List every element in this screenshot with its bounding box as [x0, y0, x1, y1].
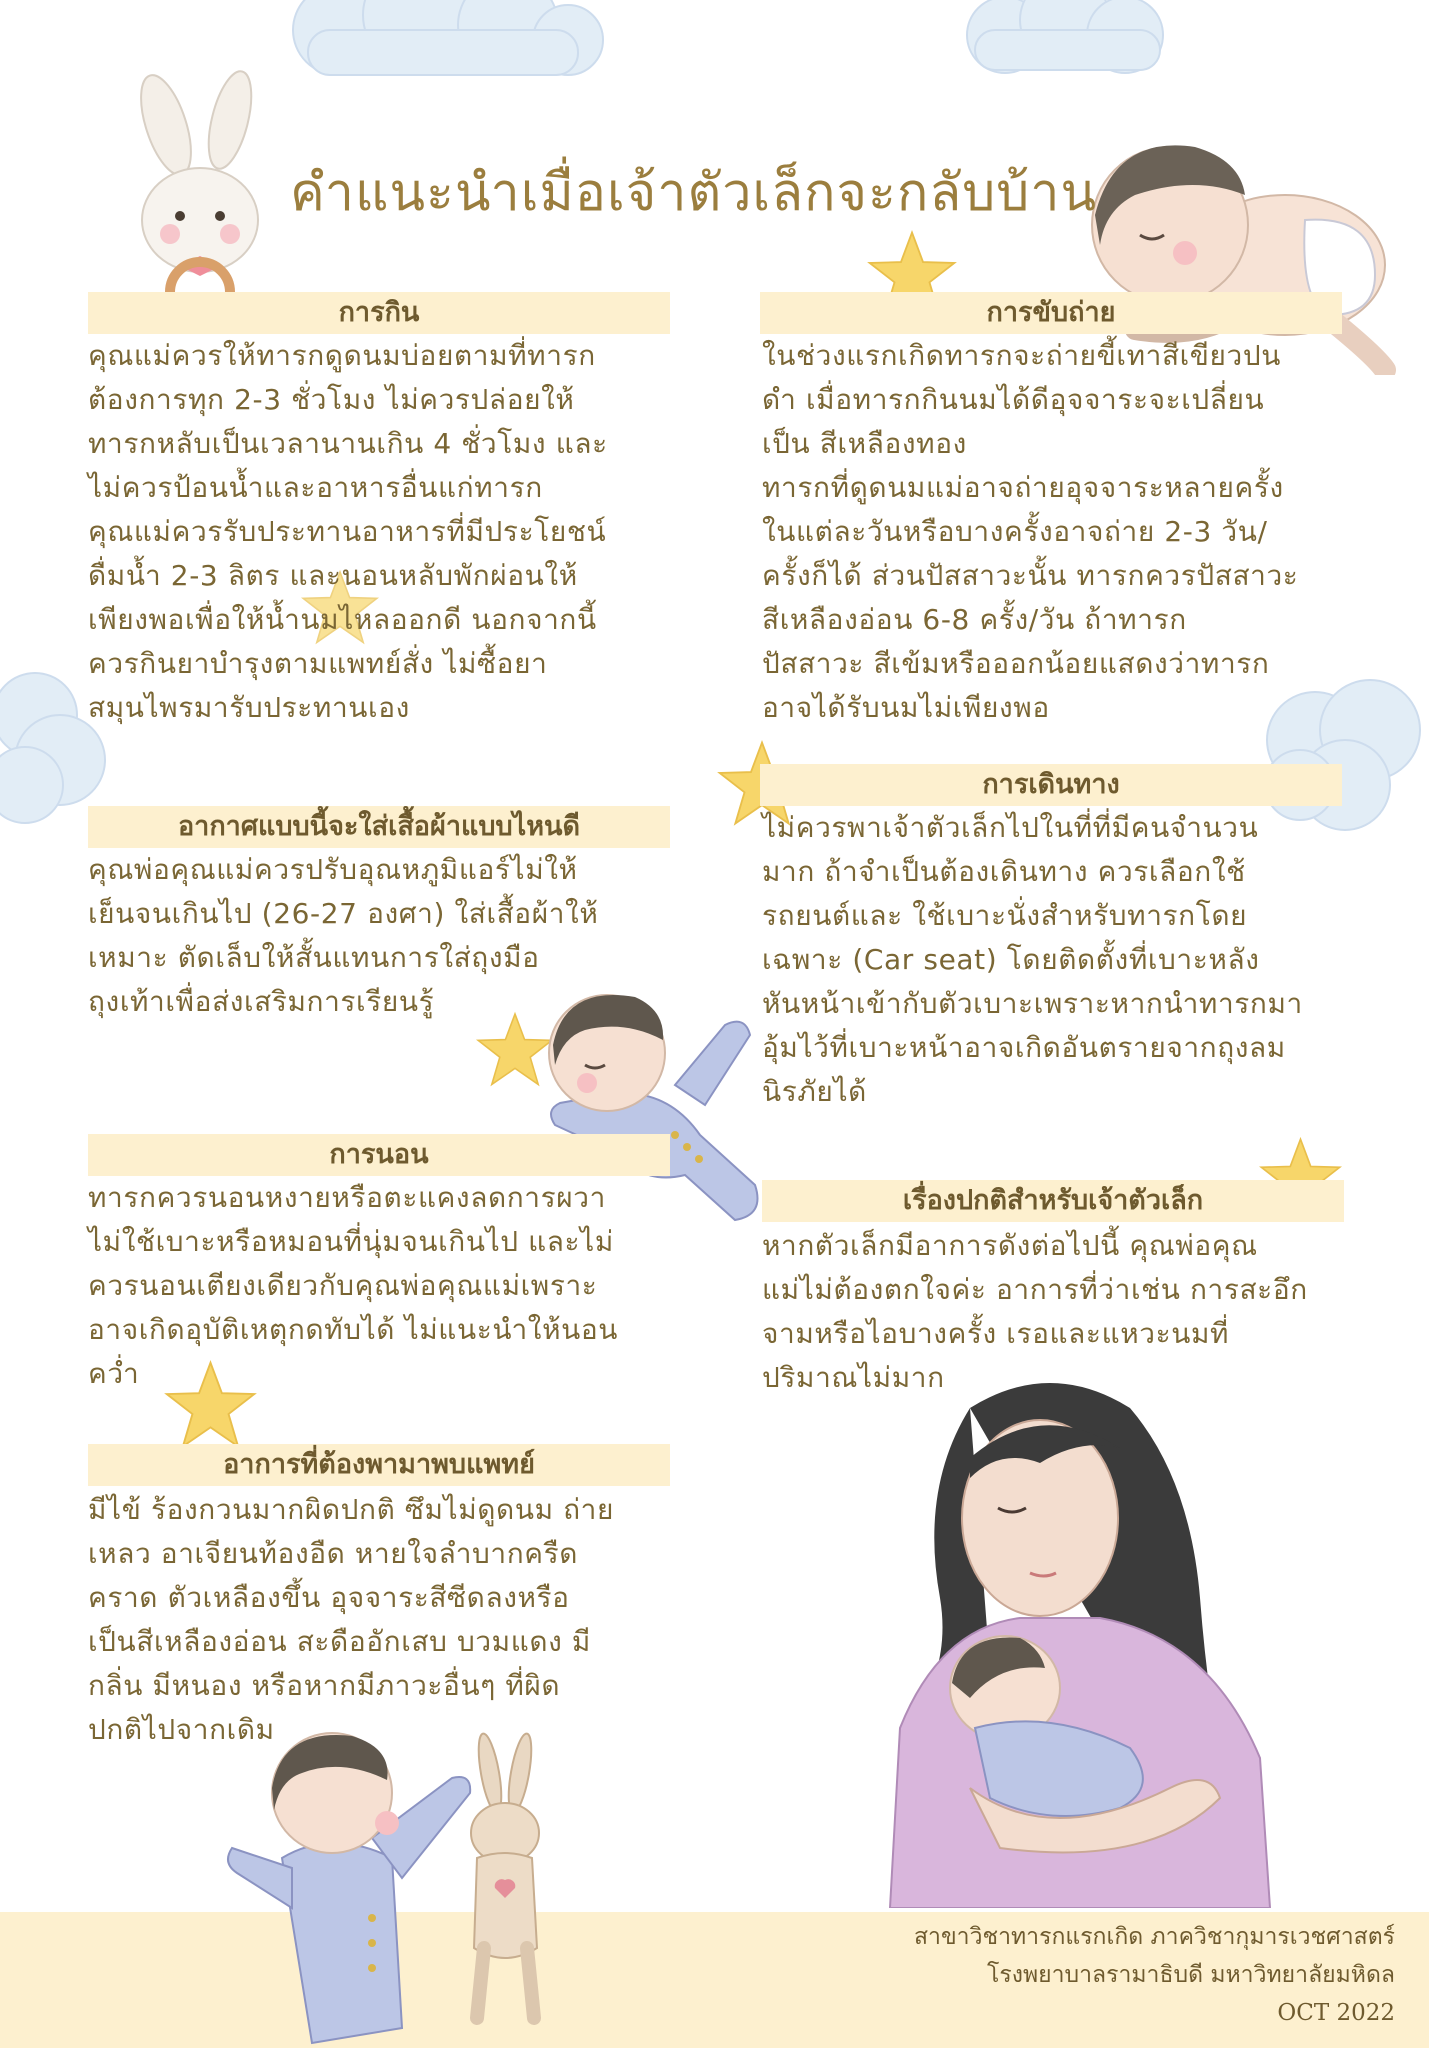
text-line: ทารกที่ดูดนมแม่อาจถ่ายอุจจาระหลายครั้ง — [762, 471, 1284, 504]
cloud-top-left — [268, 0, 618, 90]
section-heading-doctor: อาการที่ต้องพามาพบแพทย์ — [88, 1444, 670, 1486]
text-line: ปัสสาวะ สีเข้มหรือออกน้อยแสดงว่าทารก — [762, 647, 1270, 680]
text-line: ควรนอนเตียงเดียวกับคุณพ่อคุณแม่เพราะ — [88, 1269, 598, 1302]
section-heading-normal: เรื่องปกติสำหรับเจ้าตัวเล็ก — [762, 1180, 1344, 1222]
text-line: กลิ่น มีหนอง หรือหากมีภาวะอื่นๆ ที่ผิด — [88, 1669, 561, 1702]
text-line: ทารกหลับเป็นเวลานานเกิน 4 ชั่วโมง และ — [88, 427, 608, 460]
text-line: นิรภัยได้ — [762, 1075, 867, 1108]
cloud-top-right — [955, 0, 1175, 80]
text-line: ไม่ควรพาเจ้าตัวเล็กไปในที่ที่มีคนจำนวน — [762, 811, 1259, 844]
section-heading-clothing: อากาศแบบนี้จะใส่เสื้อผ้าแบบไหนดี — [88, 806, 670, 848]
text-line: ไม่ใช้เบาะหรือหมอนที่นุ่มจนเกินไป และไม่ — [88, 1225, 614, 1258]
text-line: คุณแม่ควรให้ทารกดูดนมบ่อยตามที่ทารก — [88, 339, 596, 372]
text-line: เย็นจนเกินไป (26-27 องศา) ใส่เสื้อผ้าให้ — [88, 897, 599, 930]
text-line: ปกติไปจากเดิม — [88, 1713, 275, 1746]
section-heading-eating: การกิน — [88, 292, 670, 334]
text-line: รถยนต์และ ใช้เบาะนั่งสำหรับทารกโดย — [762, 899, 1248, 932]
text-line: อุ้มไว้ที่เบาะหน้าอาจเกิดอันตรายจากถุงลม — [762, 1031, 1286, 1064]
text-line: ปริมาณไม่มาก — [762, 1361, 945, 1394]
text-line: เฉพาะ (Car seat) โดยติดตั้งที่เบาะหลัง — [762, 943, 1260, 976]
text-line: คุณพ่อคุณแม่ควรปรับอุณหภูมิแอร์ไม่ให้ — [88, 853, 578, 886]
baby-and-bunny-illustration — [222, 1718, 592, 2048]
section-body-travel — [762, 806, 1342, 1114]
text-line: ควรกินยาบำรุงตามแพทย์สั่ง ไม่ซื้อยา — [88, 647, 548, 680]
page-title: คำแนะนำเมื่อเจ้าตัวเล็กจะกลับบ้าน — [290, 163, 1098, 223]
footer-department: สาขาวิชาทารกแรกเกิด ภาควิชากุมารเวชศาสตร์ — [913, 1924, 1395, 1950]
bunny-teether-illustration — [118, 70, 283, 320]
text-line: มีไข้ ร้องกวนมากผิดปกติ ซึมไม่ดูดนม ถ่าย — [88, 1493, 615, 1526]
text-line: คุณแม่ควรรับประทานอาหารที่มีประโยชน์ — [88, 515, 607, 548]
mother-breastfeeding-illustration — [880, 1368, 1280, 1908]
text-line: ดำ เมื่อทารกกินนมได้ดีอุจจาระจะเปลี่ยน — [762, 383, 1265, 416]
footer-date: OCT 2022 — [1277, 2000, 1395, 2026]
text-line: ไม่ควรป้อนน้ำและอาหารอื่นแก่ทารก — [88, 471, 543, 504]
text-line: ถุงเท้าเพื่อส่งเสริมการเรียนรู้ — [88, 985, 435, 1018]
text-line: สมุนไพรมารับประทานเอง — [88, 691, 410, 724]
text-line: อาจได้รับนมไม่เพียงพอ — [762, 691, 1050, 724]
section-body-sleeping — [88, 1176, 663, 1396]
text-line: ในแต่ละวันหรือบางครั้งอาจถ่าย 2-3 วัน/ — [762, 515, 1268, 548]
text-line: อาจเกิดอุบัติเหตุกดทับได้ ไม่แนะนำให้นอน — [88, 1313, 619, 1346]
text-line: ดื่มน้ำ 2-3 ลิตร และนอนหลับพักผ่อนให้ — [88, 559, 578, 592]
section-body-doctor — [88, 1488, 663, 1752]
text-line: หันหน้าเข้ากับตัวเบาะเพราะหากนำทารกมา — [762, 987, 1303, 1020]
text-line: เหลว อาเจียนท้องอืด หายใจลำบากครืด — [88, 1537, 579, 1570]
section-body-excretion — [762, 334, 1342, 730]
text-line: เป็น สีเหลืองทอง — [762, 427, 967, 460]
text-line: ครั้งก็ได้ ส่วนปัสสาวะนั้น ทารกควรปัสสาวะ — [762, 559, 1299, 592]
text-line: ในช่วงแรกเกิดทารกจะถ่ายขี้เทาสีเขียวปน — [762, 339, 1281, 372]
text-line: จามหรือไอบางครั้ง เรอและแหวะนมที่ — [762, 1317, 1230, 1350]
text-line: หากตัวเล็กมีอาการดังต่อไปนี้ คุณพ่อคุณ — [762, 1229, 1258, 1262]
text-line: เพียงพอเพื่อให้น้ำนมไหลออกดี นอกจากนี้ — [88, 603, 597, 636]
text-line: สีเหลืองอ่อน 6-8 ครั้ง/วัน ถ้าทารก — [762, 603, 1187, 636]
footer-credit — [914, 1918, 1395, 2032]
section-heading-sleeping: การนอน — [88, 1134, 670, 1176]
section-heading-excretion: การขับถ่าย — [760, 292, 1342, 334]
text-line: คราด ตัวเหลืองขึ้น อุจจาระสีซีดลงหรือ — [88, 1581, 570, 1614]
text-line: ต้องการทุก 2-3 ชั่วโมง ไม่ควรปล่อยให้ — [88, 383, 575, 416]
text-line: แม่ไม่ต้องตกใจค่ะ อาการที่ว่าเช่น การสะอึก — [762, 1273, 1308, 1306]
text-line: มาก ถ้าจำเป็นต้องเดินทาง ควรเลือกใช้ — [762, 855, 1246, 888]
text-line: ทารกควรนอนหงายหรือตะแคงลดการผวา — [88, 1181, 606, 1214]
section-body-eating — [88, 334, 663, 730]
text-line: คว่ำ — [88, 1357, 140, 1390]
text-line: เหมาะ ตัดเล็บให้สั้นแทนการใส่ถุงมือ — [88, 941, 540, 974]
text-line: เป็นสีเหลืองอ่อน สะดืออักเสบ บวมแดง มี — [88, 1625, 591, 1658]
footer-hospital: โรงพยาบาลรามาธิบดี มหาวิทยาลัยมหิดล — [987, 1962, 1395, 1988]
section-heading-travel: การเดินทาง — [760, 764, 1342, 806]
